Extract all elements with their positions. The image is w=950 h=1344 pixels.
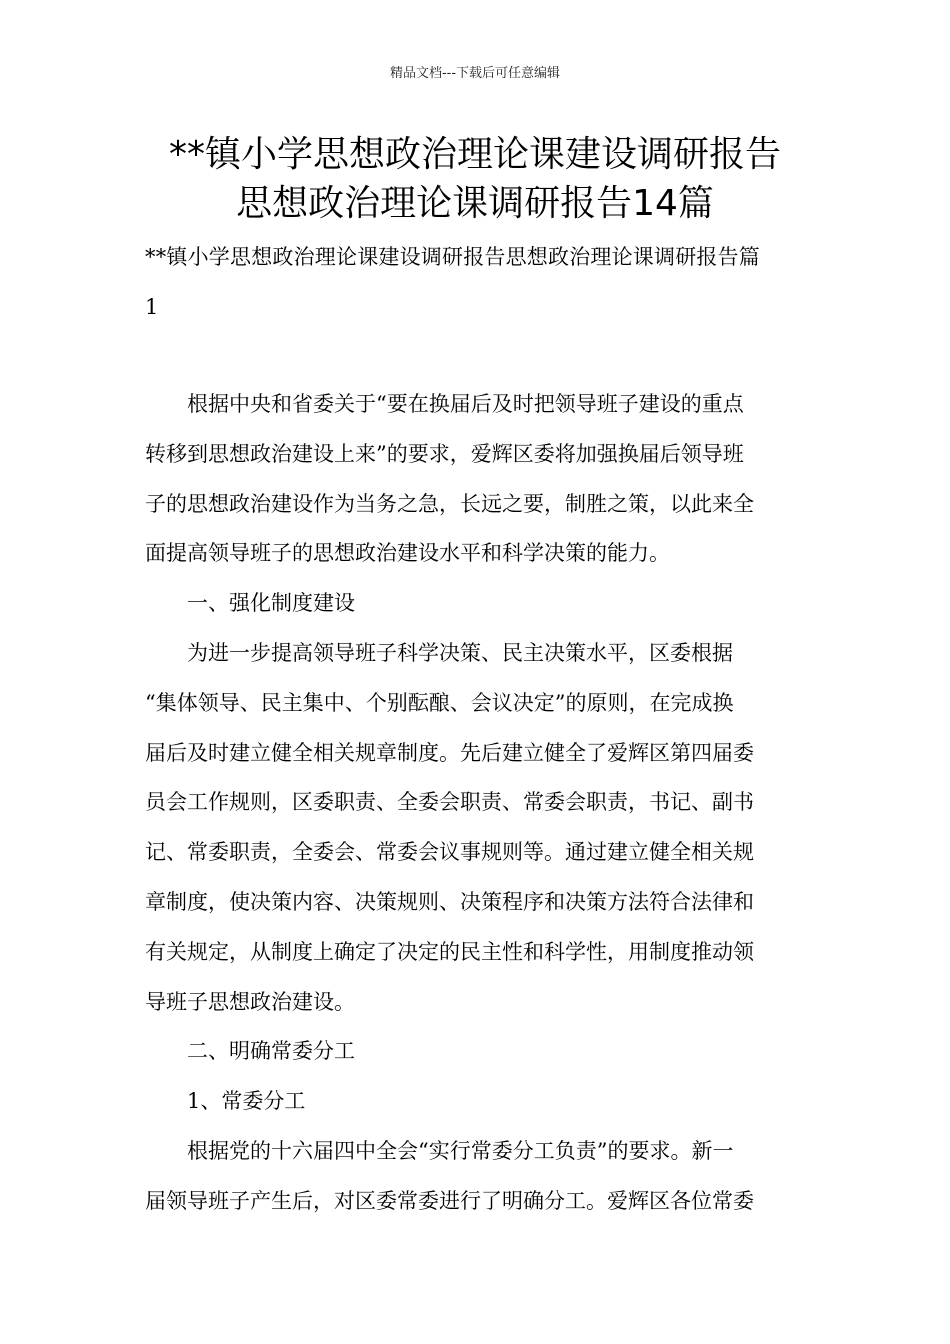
paragraph-line: 转移到思想政治建设上来”的要求，爱辉区委将加强换届后领导班 bbox=[145, 441, 744, 466]
paragraph-line: 为进一步提高领导班子科学决策、民主决策水平，区委根据 bbox=[187, 640, 733, 665]
document-body bbox=[145, 380, 810, 1227]
paragraph-intro bbox=[145, 380, 810, 579]
header-note: 精品文档---下载后可任意编辑 bbox=[389, 66, 561, 81]
paragraph-line: 员会工作规则，区委职责、全委会职责、常委会职责，书记、副书 bbox=[145, 790, 754, 815]
paragraph-line: 根据党的十六届四中全会“实行常委分工负责”的要求。新一 bbox=[187, 1138, 734, 1163]
paragraph-line: 有关规定，从制度上确定了决定的民主性和科学性，用制度推动领 bbox=[145, 939, 754, 964]
document-subtitle bbox=[145, 232, 810, 332]
document-title-line-1: **镇小学思想政治理论课建设调研报告 bbox=[168, 134, 781, 175]
heading-text: 1、常委分工 bbox=[187, 1089, 306, 1114]
paragraph-line: 届后及时建立健全相关规章制度。先后建立健全了爱辉区第四届委 bbox=[145, 740, 754, 765]
paragraph-line: 导班子思想政治建设。 bbox=[145, 989, 355, 1014]
subsection-heading-1 bbox=[145, 1077, 810, 1127]
document-title-line-2: 思想政治理论课调研报告14篇 bbox=[236, 183, 714, 224]
section-heading-1 bbox=[145, 579, 810, 629]
paragraph-line: 届领导班子产生后，对区委常委进行了明确分工。爱辉区各位常委 bbox=[145, 1188, 754, 1213]
paragraph-line: 根据中央和省委关于“要在换届后及时把领导班子建设的重点 bbox=[187, 392, 744, 416]
heading-text: 一、强化制度建设 bbox=[187, 591, 355, 616]
paragraph-line: 章制度，使决策内容、决策规则、决策程序和决策方法符合法律和 bbox=[145, 889, 754, 914]
paragraph-line: “集体领导、民主集中、个别酝酿、会议决定”的原则，在完成换 bbox=[145, 690, 734, 715]
subtitle-line-1: **镇小学思想政治理论课建设调研报告思想政治理论课调研报告篇 bbox=[145, 245, 760, 269]
section-heading-2 bbox=[145, 1027, 810, 1077]
paragraph-system bbox=[145, 629, 810, 1027]
paragraph-line: 子的思想政治建设作为当务之急，长远之要，制胜之策，以此来全 bbox=[145, 491, 754, 516]
subtitle-line-2: 1 bbox=[145, 295, 159, 319]
paragraph-line: 面提高领导班子的思想政治建设水平和科学决策的能力。 bbox=[145, 541, 670, 566]
paragraph-division bbox=[145, 1127, 810, 1227]
heading-text: 二、明确常委分工 bbox=[187, 1039, 355, 1064]
paragraph-line: 记、常委职责，全委会、常委会议事规则等。通过建立健全相关规 bbox=[145, 840, 754, 865]
